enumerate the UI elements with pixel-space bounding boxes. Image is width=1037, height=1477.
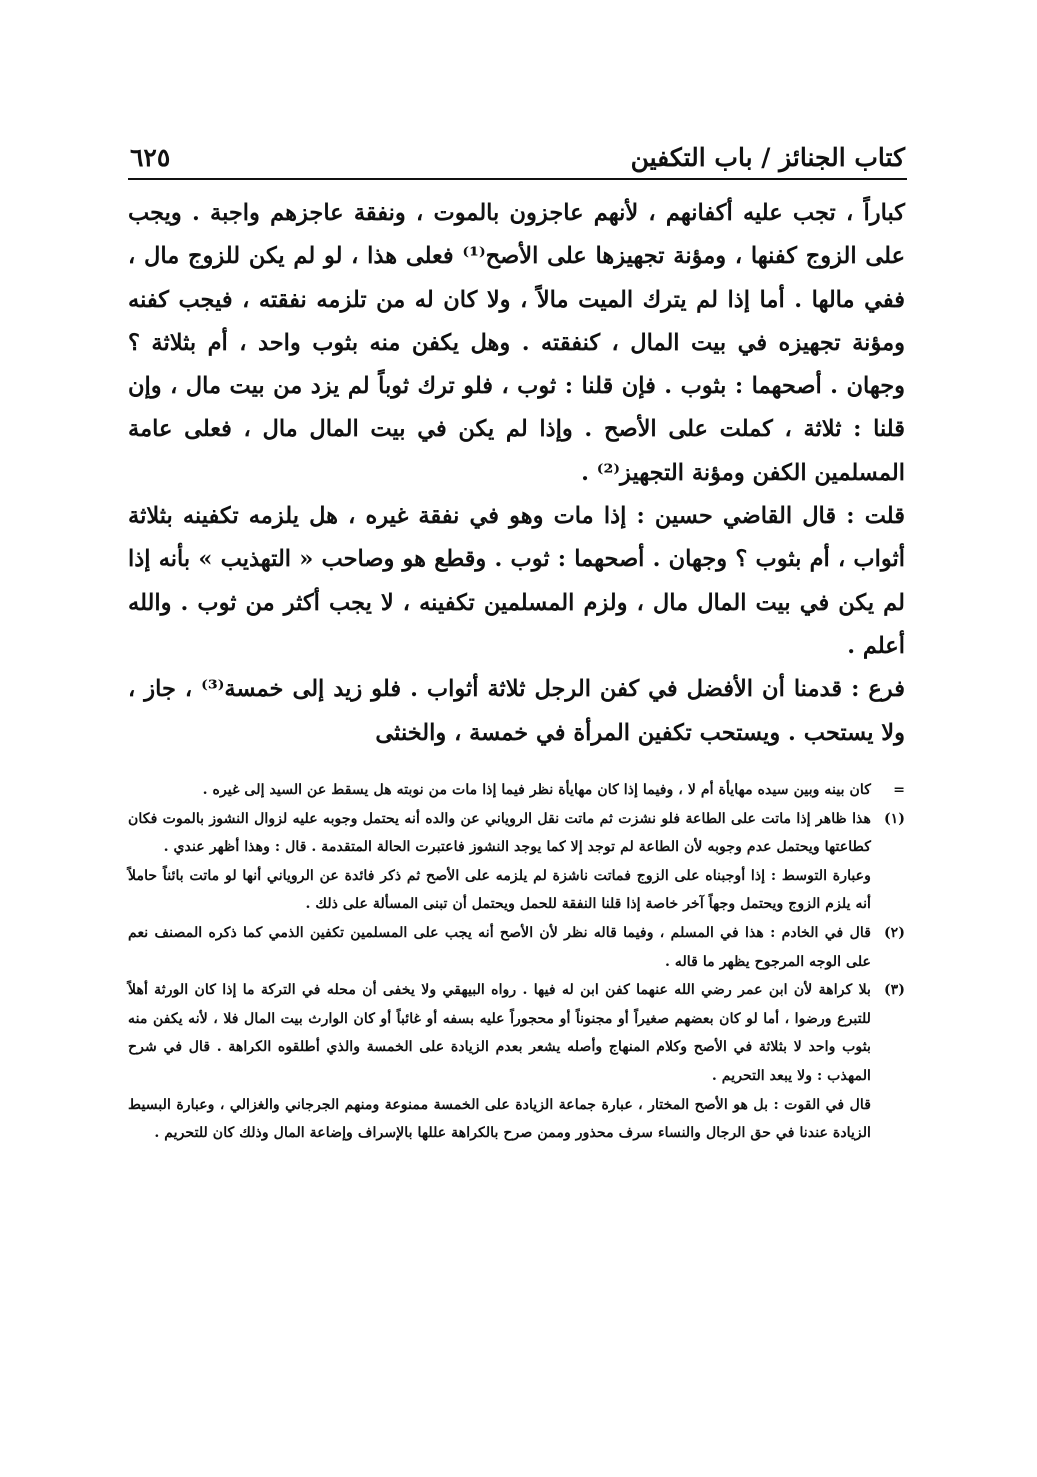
footnote-text: وعبارة التوسط : إذا أوجبناه على الزوج فماتت ناشزة لم يلزمه على الأصح ثم ذكر فائدة عن الروياني أنها لو ماتت بائناً حاملاً أنه يلزم الزوج ويحتمل وجهاً آخر خاصة إذا قلنا النفقة للحمل ويحتمل أن تبنى المسألة على ذلك . — [128, 867, 871, 913]
qult-paragraph — [128, 495, 905, 668]
main-text — [128, 192, 905, 755]
footnote-text: كان بينه وبين سيده مهايأة أم لا ، وفيما إذا كان مهايأة نظر فيما إذا مات من نوبته هل يسقط عن السيد إلى غيره . — [202, 782, 871, 798]
footnote-marker: (١) — [883, 810, 905, 827]
far-lead: فرع : — [851, 676, 905, 703]
footnote-text: هذا ظاهر إذا ماتت على الطاعة فلو نشزت ثم ماتت نقل الروياني عن والده أنه يحتمل وجوبه عليه لزوال النشوز بالموت فكان كطاعتها ويحتمل عدم وجوبه لأن الطاعة لم توجد إلا كما يوجد النشوز فاعتبرت الحالة المتقدمة . قال : وهذا أظهر عندي . — [128, 810, 871, 856]
footnote-3 — [128, 976, 905, 1148]
qult-lead: قلت : — [846, 503, 906, 530]
qult-text: قال القاضي حسين : إذا مات وهو في نفقة غيره ، هل يلزمه تكفينه بثلاثة أثواب ، أم بثوب ؟ وجهان . أصحهما : ثوب . وقطع هو وصاحب « التهذيب » بأنه إذا لم يكن في بيت المال مال ، ولزم المسلمين تكفينه ، لا يجب أكثر من ثوب . والله أعلم . — [128, 503, 905, 659]
footnote-text: قال في القوت : بل هو الأصح المختار ، عبارة جماعة الزيادة على الخمسة ممنوعة ومنهم الجرجاني والغزالي ، وعبارة البسيط الزيادة عندنا في حق الرجال والنساء سرف محذور وممن صرح بالكراهة عللها بالإسراف وإضاعة المال وذلك كان للتحريم . — [128, 1096, 871, 1142]
footnote-marker: (٢) — [883, 924, 905, 941]
footnote-text: قال في الخادم : هذا في المسلم ، وفيما قاله نظر لأن الأصح أنه يجب على المسلمين تكفين الذمي كما ذكره المصنف نعم على الوجه المرجوح يظهر ما قاله . — [128, 924, 871, 970]
far-text: قدمنا أن الأفضل في كفن الرجل ثلاثة أثواب . فلو زيد إلى خمسة⁽³⁾ ، جاز ، ولا يستحب . ويستحب تكفين المرأة في خمسة ، والخنثى — [128, 676, 905, 746]
footnote-text: بلا كراهة لأن ابن عمر رضي الله عنهما كفن ابن له فيها . رواه البيهقي ولا يخفى أن محله في التركة ما إذا كان الورثة أهلاً للتبرع ورضوا ، أما لو كان بعضهم صغيراً أو مجنوناً أو محجوراً عليه بسفه أو غائباً أو كان الوارث بيت المال فلا ، لأنه يكفن منه بثوب واحد لا بثلاثة في الأصح وكلام المنهاج وأصله يشعر بعدم الزيادة على الخمسة والذي أطلقوه الكراهة . قال في شرح المهذب : ولا يبعد التحريم . — [128, 982, 871, 1084]
footnote-2 — [128, 919, 905, 976]
footnote-continued — [128, 776, 905, 805]
page-number: ٦٢٥ — [130, 143, 171, 172]
main-paragraph: كباراً ، تجب عليه أكفانهم ، لأنهم عاجزون بالموت ، ونفقة عاجزهم واجبة . ويجب على الزوج كفنها ، ومؤنة تجهيزها على الأصح⁽¹⁾ فعلى هذا ، لو لم يكن للزوج مال ، ففي مالها . أما إذا لم يترك الميت مالاً ، ولا كان له من تلزمه نفقته ، فيجب كفنه ومؤنة تجهيزه في بيت المال ، كنفقته . وهل يكفن منه بثوب واحد ، أم بثلاثة ؟ وجهان . أصحهما : بثوب . فإن قلنا : ثوب ، فلو ترك ثوباً لم يزد من بيت مال ، وإن قلنا : ثلاثة ، كملت على الأصح . وإذا لم يكن في بيت المال مال ، فعلى عامة المسلمين الكفن ومؤنة التجهيز⁽²⁾ . — [128, 200, 906, 486]
footnote-marker: = — [893, 782, 905, 798]
footnote-1 — [128, 805, 905, 919]
footnote-marker: (٣) — [883, 982, 905, 999]
footnotes — [128, 776, 905, 1148]
header-rule — [128, 178, 907, 180]
running-header — [130, 128, 905, 172]
far-paragraph — [128, 668, 905, 755]
header-title: كتاب الجنائز / باب التكفين — [630, 143, 905, 172]
